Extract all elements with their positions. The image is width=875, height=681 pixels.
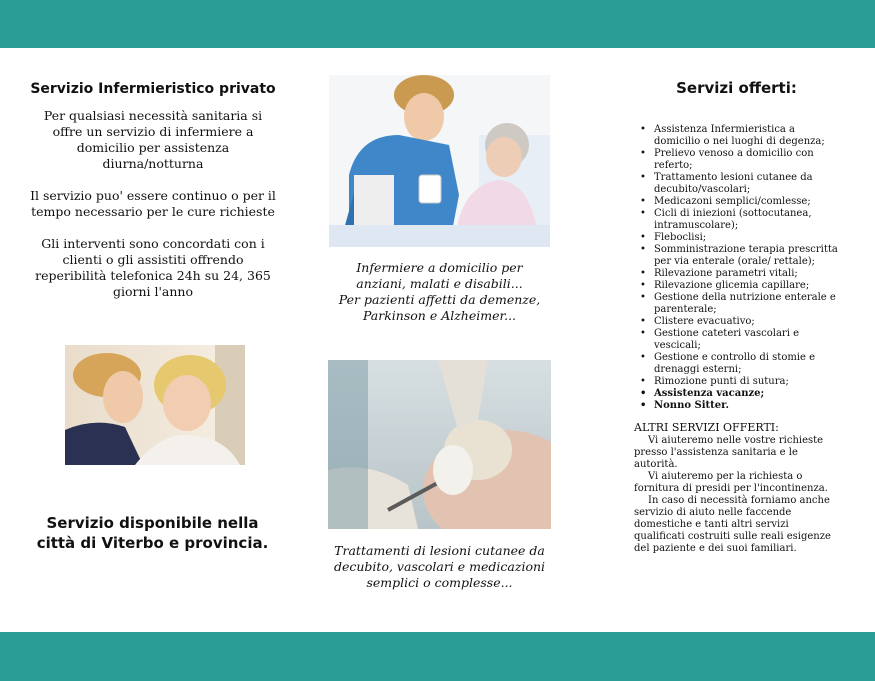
service-item: • Medicazoni semplici/comlesse; <box>634 196 839 208</box>
service-item: • Rimozione punti di sutura; <box>634 376 839 388</box>
service-item: • Trattamento lesioni cutanee da decubito/vascolari; <box>634 172 839 196</box>
caption-wound-treatment: Trattamenti di lesioni cutanee da decubito, vascolari e medicazioni semplici o complesse... <box>333 543 546 590</box>
caption-home-care <box>332 260 547 324</box>
top-teal-band <box>0 0 875 48</box>
service-item: • Nonno Sitter. <box>634 400 839 412</box>
other-services-paragraph-2: Vi aiuteremo per la richiesta o fornitura di presidi per l'incontinenza. <box>634 471 828 494</box>
other-services-title: ALTRI SERVIZI OFFERTI: <box>634 421 779 434</box>
availability-title: Servizio disponibile nella città di Viterbo e provincia. <box>36 514 269 552</box>
service-item: • Cicli di iniezioni (sottocutanea, intramuscolare); <box>634 208 839 232</box>
service-item: • Fleboclisi; <box>634 232 839 244</box>
other-services-paragraph-3: In caso di necessità forniamo anche servizio di aiuto nelle faccende domestiche e tanti altri servizi qualificati costruiti sulle reali esigenze del paziente e dei suoi familiari. <box>634 495 831 554</box>
intro-paragraph-3: Gli interventi sono concordati con i clienti o gli assistiti offrendo reperibilità telefonica 24h su 24, 365 giorni l'anno <box>35 236 271 299</box>
services-column <box>634 78 839 555</box>
photo-caregiver-and-elderly-woman <box>65 345 245 465</box>
service-item: • Prelievo venoso a domicilio con referto; <box>634 148 839 172</box>
service-item: • Somministrazione terapia prescritta per via enterale (orale/ rettale); <box>634 244 839 268</box>
service-item: • Gestione cateteri vascolari e vescicali; <box>634 328 839 352</box>
photo-wound-treatment <box>328 360 551 529</box>
service-item: • Gestione e controllo di stomie e drenaggi esterni; <box>634 352 839 376</box>
service-item: • Clistere evacuativo; <box>634 316 839 328</box>
service-item: • Rilevazione parametri vitali; <box>634 268 839 280</box>
service-item: • Assistenza Infermieristica a domicilio o nei luoghi di degenza; <box>634 124 839 148</box>
photo-nurse-with-elderly-patient <box>329 75 550 247</box>
service-item: • Assistenza vacanze; <box>634 388 839 400</box>
services-title: Servizi offerti: <box>676 79 797 97</box>
service-title: Servizio Infermieristico privato <box>30 81 276 97</box>
intro-paragraph-2: Il servizio puo' essere continuo o per il tempo necessario per le cure richieste <box>30 188 276 219</box>
intro-paragraph-1: Per qualsiasi necessità sanitaria si offre un servizio di infermiere a domicilio per assistenza diurna/notturna <box>43 108 263 171</box>
service-item: • Gestione della nutrizione enterale e parenterale; <box>634 292 839 316</box>
caption-home-care-line-1: Infermiere a domicilio per anziani, malati e disabili... <box>356 260 523 291</box>
other-services-paragraph-1: Vi aiuteremo nelle vostre richieste presso l'assistenza sanitaria e le autorità. <box>634 435 824 470</box>
service-item: • Rilevazione glicemia capillare; <box>634 280 839 292</box>
services-list <box>634 124 839 412</box>
bottom-teal-band <box>0 632 875 681</box>
intro-column <box>28 80 278 300</box>
caption-home-care-line-2: Per pazienti affetti da demenze, Parkinson e Alzheimer... <box>338 292 541 323</box>
